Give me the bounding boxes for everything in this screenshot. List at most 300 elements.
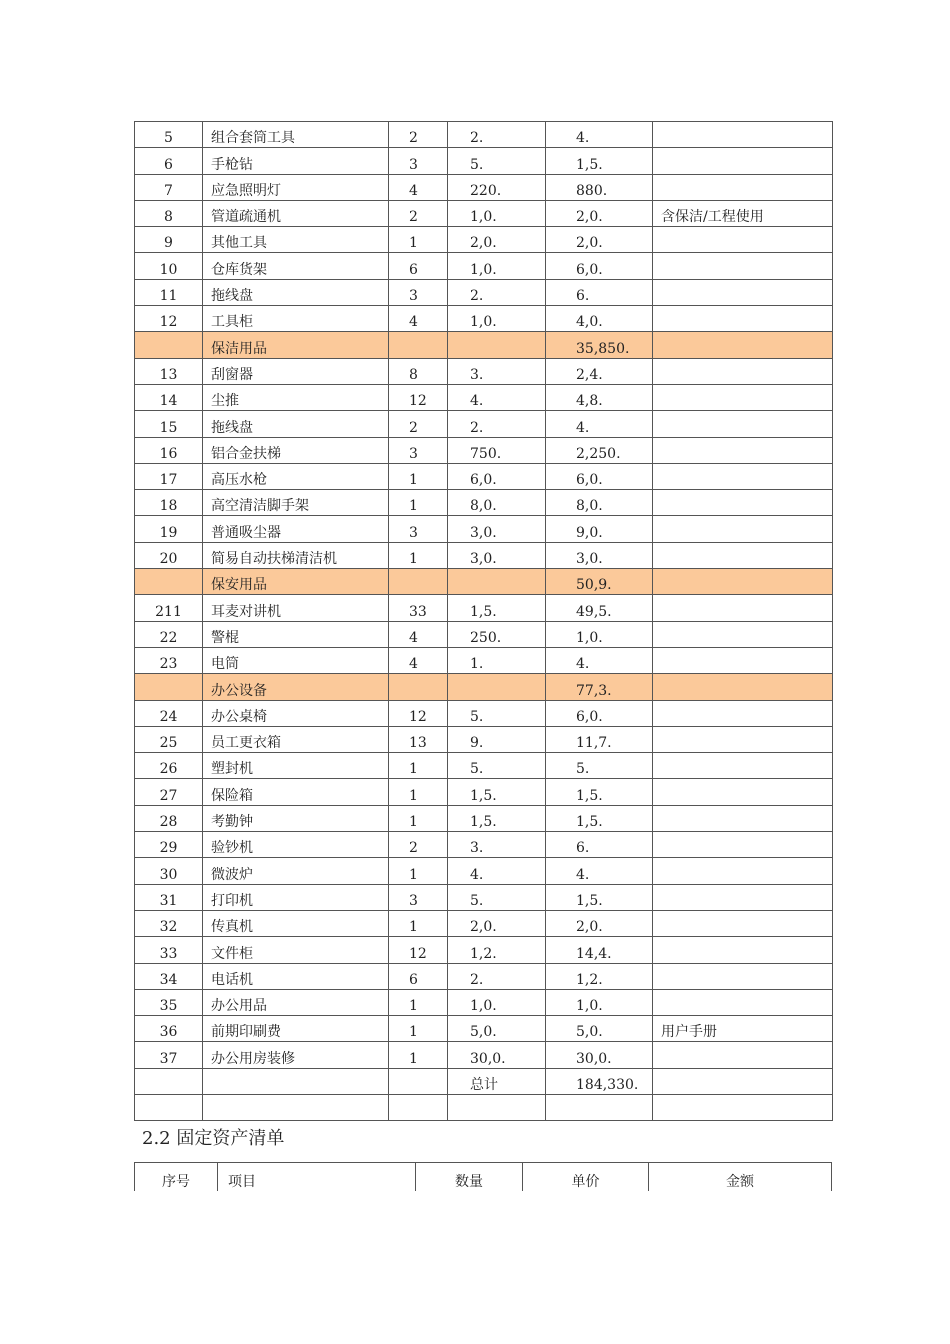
table-row: [135, 963, 833, 989]
row-price: [448, 122, 546, 148]
row-amount: [546, 910, 653, 936]
row-price-text: 1,0.: [470, 314, 497, 331]
row-price: [448, 621, 546, 647]
row-price: [448, 674, 546, 700]
row-name: [203, 858, 389, 884]
row-qty-text: 12: [409, 945, 427, 962]
row-note: [653, 858, 833, 884]
row-name: [203, 832, 389, 858]
row-amount-text: 2,250.: [576, 445, 621, 462]
row-note: [653, 463, 833, 489]
row-name-text: 微波炉: [211, 866, 253, 883]
row-price-text: 5.: [470, 892, 484, 909]
row-name-text: 手枪钻: [211, 156, 253, 173]
row-price-text: 4.: [470, 393, 484, 410]
row-qty-text: 2: [409, 130, 418, 147]
row-price-text: 5,0.: [470, 1024, 497, 1041]
row-name-text: 仓库货架: [211, 261, 267, 278]
row-amount-text: 49,5.: [576, 603, 612, 620]
row-no: [135, 989, 203, 1015]
row-amount-text: 77,3.: [576, 682, 612, 699]
row-amount-text: 2,4.: [576, 366, 603, 383]
row-note: [653, 569, 833, 595]
row-qty: [389, 122, 448, 148]
row-amount: [546, 358, 653, 384]
row-no: [135, 542, 203, 568]
row-name-text: 办公设备: [211, 682, 267, 699]
row-note: [653, 779, 833, 805]
row-amount-text: 9,0.: [576, 524, 603, 541]
row-qty: [389, 358, 448, 384]
row-amount-text: 1,0.: [576, 998, 603, 1015]
row-no: [135, 332, 203, 358]
row-name: [203, 279, 389, 305]
row-amount: [546, 700, 653, 726]
row-no: [135, 700, 203, 726]
row-amount-text: 184,330.: [576, 1076, 639, 1093]
row-qty: [389, 674, 448, 700]
row-amount-text: 1,5.: [576, 156, 603, 173]
row-no-text: 12: [159, 314, 178, 331]
row-amount: [546, 832, 653, 858]
row-note-text: 含保洁/工程使用: [661, 209, 764, 226]
row-qty: [389, 148, 448, 174]
row-name-text: 组合套筒工具: [211, 130, 295, 147]
row-amount-text: 2,0.: [576, 209, 603, 226]
row-note: [653, 963, 833, 989]
row-qty: [389, 174, 448, 200]
row-name: [203, 621, 389, 647]
row-no: [135, 227, 203, 253]
row-name-text: 办公桌椅: [211, 708, 267, 725]
row-no: [135, 437, 203, 463]
row-qty: [389, 1042, 448, 1068]
row-amount: [546, 963, 653, 989]
row-qty: [389, 306, 448, 332]
row-amount-text: 4,0.: [576, 314, 603, 331]
row-no-text: 32: [159, 919, 178, 936]
table-row: [135, 542, 833, 568]
row-name: [203, 200, 389, 226]
row-qty: [389, 384, 448, 410]
row-note: [653, 1042, 833, 1068]
row-name-text: 办公用品: [211, 998, 267, 1015]
row-price: [448, 279, 546, 305]
table-row: [135, 1094, 833, 1120]
row-note-text: 用户手册: [661, 1024, 717, 1041]
row-amount-text: 880.: [576, 182, 608, 199]
row-price-text: 3.: [470, 366, 484, 383]
row-name-text: 文件柜: [211, 945, 253, 962]
row-amount-text: 3,0.: [576, 551, 603, 568]
row-name-text: 应急照明灯: [211, 182, 281, 199]
table-row: [135, 937, 833, 963]
row-qty-text: 4: [409, 629, 418, 646]
row-name-text: 塑封机: [211, 761, 253, 778]
row-name: [203, 595, 389, 621]
table-row: [135, 726, 833, 752]
table-row: [135, 621, 833, 647]
row-note: [653, 937, 833, 963]
table-row: [135, 805, 833, 831]
row-no: [135, 779, 203, 805]
table-row: [135, 779, 833, 805]
table-row: [135, 148, 833, 174]
row-price-text: 30,0.: [470, 1050, 506, 1067]
row-qty: [389, 1094, 448, 1120]
row-note: [653, 910, 833, 936]
row-no: [135, 122, 203, 148]
row-no-text: 28: [159, 814, 178, 831]
category-row: [135, 569, 833, 595]
row-name: [203, 1016, 389, 1042]
table-row: [135, 122, 833, 148]
row-qty-text: 4: [409, 314, 418, 331]
row-amount: [546, 490, 653, 516]
row-name: [203, 647, 389, 673]
row-qty: [389, 411, 448, 437]
row-note: [653, 279, 833, 305]
row-note: [653, 621, 833, 647]
row-qty-text: 2: [409, 209, 418, 226]
row-amount-text: 30,0.: [576, 1050, 612, 1067]
row-amount: [546, 411, 653, 437]
row-name-text: 简易自动扶梯清洁机: [211, 551, 337, 568]
row-no-text: 35: [159, 998, 178, 1015]
row-qty-text: 12: [409, 708, 427, 725]
row-price-text: 1,5.: [470, 787, 497, 804]
row-no-text: 19: [159, 524, 178, 541]
row-no: [135, 463, 203, 489]
row-note: [653, 174, 833, 200]
row-name-text: 刮窗器: [211, 366, 253, 383]
row-amount-text: 4.: [576, 419, 590, 436]
row-price-text: [470, 1118, 545, 1120]
row-qty: [389, 989, 448, 1015]
row-amount: [546, 1068, 653, 1094]
row-name-text: 电话机: [211, 971, 253, 988]
row-qty-text: 1: [409, 761, 418, 778]
row-qty-text: 3: [409, 524, 418, 541]
row-name-text: 工具柜: [211, 314, 253, 331]
row-qty-text: 8: [409, 366, 418, 383]
row-amount: [546, 148, 653, 174]
row-no: [135, 805, 203, 831]
row-name-text: 高空清洁脚手架: [211, 498, 309, 515]
row-qty-text: 4: [409, 182, 418, 199]
row-note: [653, 1068, 833, 1094]
row-amount-text: 6.: [576, 840, 590, 857]
row-no: [135, 858, 203, 884]
row-price-text: 2.: [470, 288, 484, 305]
row-no-text: 211: [155, 603, 182, 620]
row-no-text: 17: [159, 472, 178, 489]
row-qty-text: 6: [409, 971, 418, 988]
row-price: [448, 490, 546, 516]
row-name-text: 办公用房装修: [211, 1050, 295, 1067]
category-row: [135, 674, 833, 700]
row-name: [203, 463, 389, 489]
fixed-asset-table-header: [134, 1162, 832, 1191]
row-qty-text: 13: [409, 735, 427, 752]
row-price: [448, 1016, 546, 1042]
row-price-text: 5.: [470, 708, 484, 725]
row-qty-text: 1: [409, 1024, 418, 1041]
row-price: [448, 227, 546, 253]
row-no-text: 13: [159, 366, 178, 383]
row-qty: [389, 963, 448, 989]
row-name: [203, 516, 389, 542]
row-qty: [389, 227, 448, 253]
row-no: [135, 884, 203, 910]
row-qty: [389, 490, 448, 516]
row-amount: [546, 989, 653, 1015]
row-name-text: 打印机: [211, 892, 253, 909]
row-price: [448, 595, 546, 621]
row-amount-text: 4.: [576, 656, 590, 673]
row-no-text: 18: [159, 498, 178, 515]
row-qty: [389, 569, 448, 595]
row-amount-text: 1,2.: [576, 971, 603, 988]
row-qty: [389, 437, 448, 463]
row-qty-text: 12: [409, 393, 427, 410]
row-no-text: 6: [164, 156, 173, 173]
row-price-text: 6,0.: [470, 472, 497, 489]
asset-list-table: [134, 121, 833, 1121]
table-row: [135, 884, 833, 910]
row-no-text: 11: [159, 288, 178, 305]
row-no: [135, 200, 203, 226]
row-price-text: 220.: [470, 182, 502, 199]
section-heading: 2.2 固定资产清单: [142, 1128, 285, 1149]
row-amount: [546, 279, 653, 305]
row-no-text: 7: [164, 182, 173, 199]
row-no: [135, 1094, 203, 1120]
row-name-text: 拖线盘: [211, 288, 253, 305]
row-no: [135, 358, 203, 384]
row-price-text: 9.: [470, 735, 484, 752]
row-price: [448, 411, 546, 437]
row-qty: [389, 884, 448, 910]
row-qty: [389, 621, 448, 647]
row-amount-text: 5.: [576, 761, 590, 778]
row-name: [203, 490, 389, 516]
row-note: [653, 437, 833, 463]
row-price-text: 2,0.: [470, 919, 497, 936]
row-no-text: 5: [164, 130, 173, 147]
row-name-text: 电筒: [211, 656, 239, 673]
table-row: [135, 279, 833, 305]
row-qty: [389, 910, 448, 936]
row-no-text: 8: [164, 209, 173, 226]
row-name-text: 传真机: [211, 919, 253, 936]
row-no: [135, 1068, 203, 1094]
row-amount-text: 2,0.: [576, 919, 603, 936]
row-no-text: 15: [159, 419, 178, 436]
row-qty: [389, 805, 448, 831]
row-price: [448, 174, 546, 200]
row-name-text: 验钞机: [211, 840, 253, 857]
row-qty-text: 3: [409, 892, 418, 909]
row-name: [203, 148, 389, 174]
row-qty: [389, 647, 448, 673]
row-amount-text: 1,5.: [576, 787, 603, 804]
row-no-text: 29: [159, 840, 178, 857]
row-name-text: 保安用品: [211, 577, 267, 594]
row-name-text: 管道疏通机: [211, 209, 281, 226]
row-no: [135, 726, 203, 752]
row-qty: [389, 858, 448, 884]
table-row: [135, 306, 833, 332]
row-price-text: 3.: [470, 840, 484, 857]
row-no: [135, 621, 203, 647]
row-price: [448, 253, 546, 279]
row-no: [135, 569, 203, 595]
row-qty-text: 6: [409, 261, 418, 278]
row-price: [448, 700, 546, 726]
row-amount: [546, 621, 653, 647]
table-row: [135, 411, 833, 437]
row-no-text: [135, 1118, 202, 1120]
row-amount: [546, 858, 653, 884]
row-price-text: 1,5.: [470, 603, 497, 620]
row-price-text: 总计: [470, 1076, 498, 1093]
row-amount: [546, 200, 653, 226]
row-name: [203, 779, 389, 805]
row-no: [135, 306, 203, 332]
row-qty-text: 1: [409, 498, 418, 515]
row-qty-text: 1: [409, 551, 418, 568]
row-qty-text: [409, 1118, 447, 1120]
row-price-text: 3,0.: [470, 524, 497, 541]
row-qty-text: 2: [409, 840, 418, 857]
table-row: [135, 910, 833, 936]
row-no: [135, 910, 203, 936]
row-name: [203, 937, 389, 963]
row-amount: [546, 674, 653, 700]
row-note-text: [661, 1118, 832, 1120]
row-name-text: 其他工具: [211, 235, 267, 252]
row-price: [448, 858, 546, 884]
row-price: [448, 516, 546, 542]
row-name: [203, 674, 389, 700]
row-no: [135, 253, 203, 279]
row-amount-text: 6,0.: [576, 472, 603, 489]
row-price-text: 2,0.: [470, 235, 497, 252]
table-header-row: [135, 1163, 832, 1192]
row-no: [135, 674, 203, 700]
row-no: [135, 937, 203, 963]
row-price: [448, 1094, 546, 1120]
row-name-text: 铝合金扶梯: [211, 445, 281, 462]
row-amount: [546, 753, 653, 779]
row-note: [653, 253, 833, 279]
row-no: [135, 1042, 203, 1068]
row-no-text: 24: [159, 708, 178, 725]
row-qty: [389, 832, 448, 858]
row-price: [448, 910, 546, 936]
row-price-text: 3,0.: [470, 551, 497, 568]
row-name: [203, 963, 389, 989]
row-amount: [546, 516, 653, 542]
row-qty-text: 3: [409, 445, 418, 462]
row-name: [203, 989, 389, 1015]
row-no-text: 31: [159, 892, 178, 909]
row-no: [135, 411, 203, 437]
row-amount-text: 4,8.: [576, 393, 603, 410]
row-amount-text: 4.: [576, 866, 590, 883]
row-note: [653, 674, 833, 700]
row-qty: [389, 726, 448, 752]
row-name-text: 保洁用品: [211, 340, 267, 357]
header-amount: 金额: [649, 1163, 832, 1192]
asset-list-body: [135, 122, 833, 1121]
row-note: [653, 411, 833, 437]
row-qty: [389, 1016, 448, 1042]
row-name: [203, 884, 389, 910]
row-no: [135, 490, 203, 516]
row-amount: [546, 253, 653, 279]
row-no-text: 10: [159, 261, 178, 278]
row-name-text: 保险箱: [211, 787, 253, 804]
row-amount-text: 1,5.: [576, 892, 603, 909]
row-note: [653, 332, 833, 358]
row-no-text: 27: [159, 787, 178, 804]
row-note: [653, 832, 833, 858]
row-amount-text: 11,7.: [576, 735, 612, 752]
row-amount: [546, 174, 653, 200]
row-name: [203, 358, 389, 384]
row-note: [653, 1016, 833, 1042]
row-amount: [546, 1016, 653, 1042]
row-qty-text: 1: [409, 919, 418, 936]
table-row: [135, 832, 833, 858]
row-price-text: 1,0.: [470, 261, 497, 278]
row-amount: [546, 437, 653, 463]
row-no: [135, 753, 203, 779]
row-amount: [546, 227, 653, 253]
row-amount: [546, 647, 653, 673]
row-price: [448, 1042, 546, 1068]
row-price-text: 1,5.: [470, 814, 497, 831]
row-qty: [389, 542, 448, 568]
row-name: [203, 1042, 389, 1068]
row-no-text: 30: [159, 866, 178, 883]
row-amount-text: 35,850.: [576, 340, 630, 357]
row-qty-text: 1: [409, 866, 418, 883]
row-price: [448, 1068, 546, 1094]
row-no-text: 22: [159, 629, 178, 646]
row-price: [448, 148, 546, 174]
row-name: [203, 569, 389, 595]
row-name: [203, 910, 389, 936]
row-price: [448, 779, 546, 805]
row-qty: [389, 463, 448, 489]
row-note: [653, 595, 833, 621]
row-amount: [546, 1094, 653, 1120]
row-amount-text: 5,0.: [576, 1024, 603, 1041]
row-price: [448, 989, 546, 1015]
row-name-text: 耳麦对讲机: [211, 603, 281, 620]
total-row: [135, 1068, 833, 1094]
row-name: [203, 805, 389, 831]
row-name-text: 尘推: [211, 393, 239, 410]
row-price-text: 1,0.: [470, 998, 497, 1015]
row-qty: [389, 753, 448, 779]
row-note: [653, 700, 833, 726]
row-amount: [546, 384, 653, 410]
row-amount-text: 6,0.: [576, 708, 603, 725]
